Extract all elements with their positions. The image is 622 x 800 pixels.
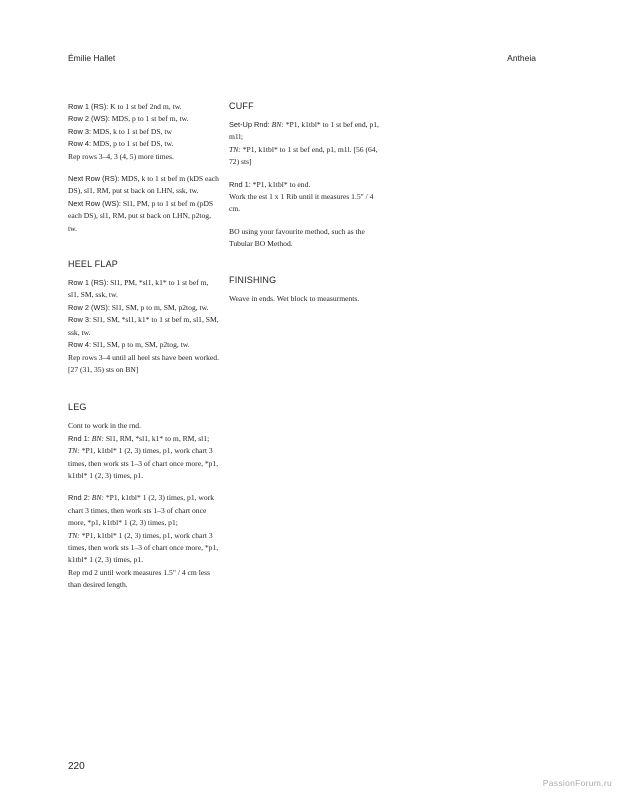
leg-heading: LEG	[68, 402, 87, 413]
instruction-line: Row 3: Sl1, SM, *sl1, k1* to 1 st bef m, sl1, SM, ssk, tw.	[68, 315, 219, 337]
instruction-line: TN: *P1, k1tbl* 1 (2, 3) times, p1, work chart 3 times, then work sts 1–3 of chart once more, *p1, k1tbl* 1 (2, 3) times, p1.	[68, 446, 219, 480]
instruction-line: Rnd 1: *P1, k1tbl* to end.	[229, 179, 311, 189]
cuff-heading: CUFF	[229, 101, 254, 111]
finishing-heading: FINISHING	[229, 274, 277, 285]
heel-flap-heading: HEEL FLAP	[68, 259, 118, 270]
cuff-rnd1-block	[229, 179, 379, 216]
author-name: Émilie Hallet	[68, 53, 116, 63]
page-number: 220	[68, 761, 85, 772]
instruction-line: Row 1 (RS): Sl1, PM, *sl1, k1* to 1 st bef m, sl1, SM, ssk, tw.	[68, 278, 209, 300]
instruction-line: Next Row (WS): Sl1, PM, p to 1 st bef m (pDS each DS), sl1, RM, put st back on LHN, p2tog, tw.	[68, 198, 214, 233]
instruction-line: Rep rnd 2 until work measures 1.5" / 4 cm less than desired length.	[68, 567, 211, 590]
instruction-line: Row 1 (RS): K to 1 st bef 2nd m, tw.	[68, 102, 182, 111]
instruction-line: Next Row (RS): MDS, k to 1 st bef m (kDS each DS), sl1, RM, put st back on LHN, ssk, tw.	[68, 174, 219, 196]
instruction-line: Row 4: Sl1, SM, p to m, SM, p2tog, tw.	[68, 340, 190, 350]
instruction-line: Rnd 1: BN: Sl1, RM, *sl1, k1* to m, RM, sl1;	[68, 433, 210, 443]
instruction-line: Rep rows 3–4, 3 (4, 5) more times.	[68, 151, 174, 161]
finishing-block: Weave in ends. Wet block to measurments.	[229, 293, 360, 303]
leg-rnd1-block	[68, 420, 220, 482]
instruction-line: Row 4: MDS, p to 1 st bef DS, tw.	[68, 139, 174, 149]
instruction-line: Row 2 (WS): MDS, p to 1 st bef m, tw.	[68, 114, 189, 124]
next-rows-block	[68, 173, 220, 235]
instruction-line: Set-Up Rnd: BN: *P1, k1tbl* to 1 st bef end, p1, m1l;	[229, 120, 379, 142]
instruction-line: Work the est 1 x 1 Rib until it measures 1.5" / 4 cm.	[229, 192, 374, 214]
heel-flap-block	[68, 277, 220, 376]
left-column	[68, 101, 220, 602]
instruction-line: Row 2 (WS): Sl1, SM, p to m, SM, p2tog, tw.	[68, 302, 209, 312]
leg-rnd2-block	[68, 492, 220, 591]
instruction-line: Rep rows 3–4 until all heel sts have been worked. [27 (31, 35) sts on BN]	[68, 352, 219, 374]
pattern-name: Antheia	[507, 53, 536, 63]
instruction-line: TN: *P1, k1tbl* 1 (2, 3) times, p1, work chart 3 times, then work sts 1–3 of chart once more, *p1, k1tbl* 1 (2, 3) times, p1.	[68, 530, 219, 565]
right-column	[229, 101, 379, 315]
instruction-line: TN: *P1, k1tbl* to 1 st bef end, p1, m1l. [56 (64, 72) sts]	[229, 144, 378, 167]
cuff-setup-block	[229, 119, 379, 169]
cuff-bo-block: BO using your favourite method, such as the Tubular BO Method.	[229, 226, 365, 249]
instruction-line: Rnd 2: BN: *P1, k1tbl* 1 (2, 3) times, p1, work chart 3 times, then work sts 1–3 of chart once more, *p1, k1tbl* 1 (2, 3) times, p1;	[68, 493, 215, 528]
watermark: PassionForum.ru	[542, 778, 612, 788]
short-rows-block	[68, 101, 220, 163]
instruction-line: Cont to work in the rnd.	[68, 421, 141, 431]
instruction-line: Row 3: MDS, k to 1 st bef DS, tw	[68, 126, 173, 136]
